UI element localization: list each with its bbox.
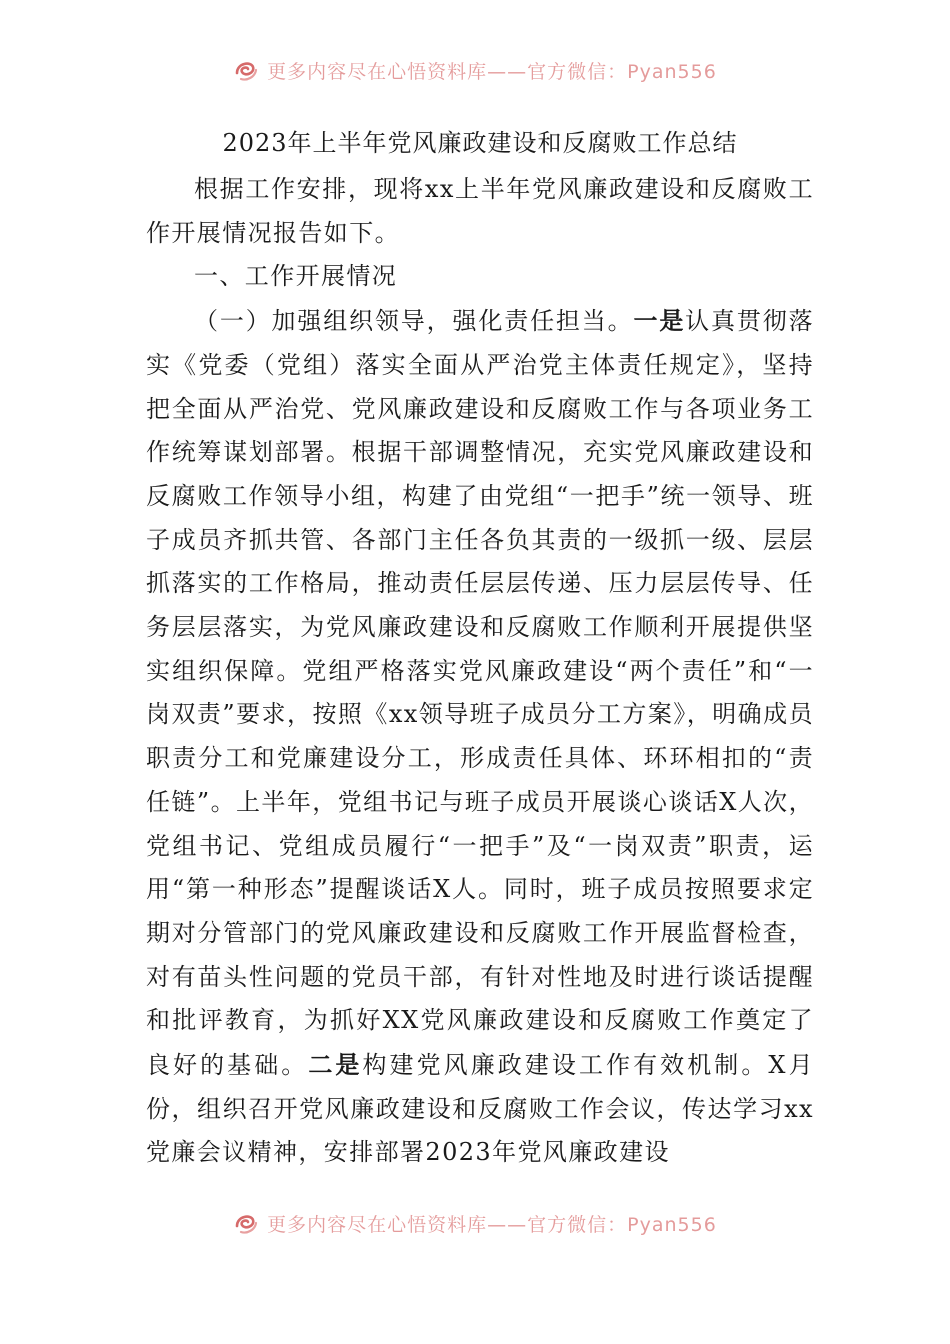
bold-marker-first: 一是 <box>633 306 686 336</box>
watermark-banner-top <box>0 52 950 88</box>
paragraph-lead: （一）加强组织领导，强化责任担当。 <box>194 307 634 336</box>
bold-marker-second: 二是 <box>308 1050 363 1080</box>
paragraph-text-second: 构建党风廉政建设工作有效机制。X月份，组织召开党风廉政建设和反腐败工作会议，传达学习xx党廉会议精神，安排部署2023年党风廉政建设 <box>146 1051 814 1167</box>
paragraph-text-first: 认真贯彻落实《党委（党组）落实全面从严治党主体责任规定》，坚持把全面从严治党、党风廉政建设和反腐败工作与各项业务工作统筹谋划部署。根据干部调整情况，充实党风廉政建设和反腐败工作领导小组，构建了由党组“一把手”统一领导、班子成员齐抓共管、各部门主任各负其责的一级抓一级、层层抓落实的工作格局，推动责任层层传递、压力层层传导、任务层层落实，为党风廉政建设和反腐败工作顺利开展提供坚实组织保障。党组严格落实党风廉政建设“两个责任”和“一岗双责”要求，按照《xx领导班子成员分工方案》，明确成员职责分工和党廉建设分工，形成责任具体、环环相扣的“责任链”。上半年，党组书记与班子成员开展谈心谈话X人次，党组书记、党组成员履行“一把手”及“一岗双责”职责，运用“第一种形态”提醒谈话X人。同时，班子成员按照要求定期对分管部门的党风廉政建设和反腐败工作开展监督检查，对有苗头性问题的党员干部，有针对性地及时进行谈话提醒和批评教育，为抓好XX党风廉政建设和反腐败工作奠定了良好的基础。 <box>146 307 814 1080</box>
watermark-text: 更多内容尽在心悟资料库——官方微信：Pyan556 <box>267 1213 717 1236</box>
document-body <box>146 118 814 1175</box>
swirl-logo-icon <box>233 57 259 83</box>
document-title: 2023年上半年党风廉政建设和反腐败工作总结 <box>222 129 738 157</box>
intro-paragraph: 根据工作安排，现将xx上半年党风廉政建设和反腐败工作开展情况报告如下。 <box>146 175 814 247</box>
watermark-text: 更多内容尽在心悟资料库——官方微信：Pyan556 <box>267 60 717 83</box>
swirl-logo-icon <box>233 1210 259 1236</box>
watermark-banner-bottom <box>0 1205 950 1241</box>
body-paragraph <box>146 299 814 1175</box>
section-heading: 一、工作开展情况 <box>194 262 398 291</box>
